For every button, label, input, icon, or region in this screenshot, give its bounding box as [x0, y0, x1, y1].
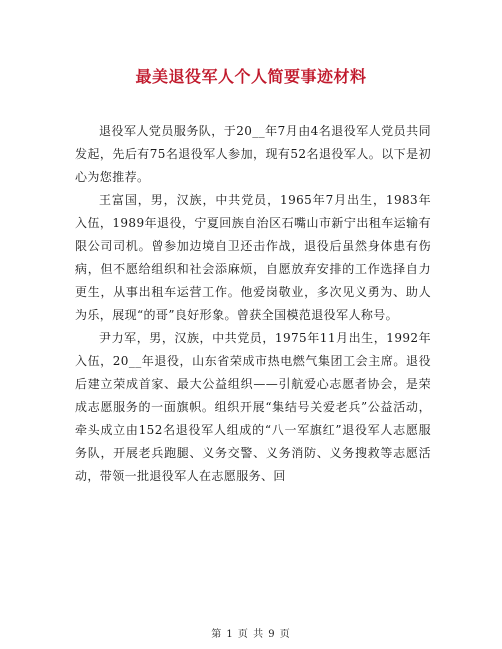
- document-body: [75, 120, 431, 488]
- paragraph-yin-lijun: 尹力军，男，汉族，中共党员，1975年11月出生，1992年入伍，20__年退役，山东省荣成市热电燃气集团工会主席。退役后建立荣成首家、最大公益组织——引航爱心志愿者协会，是荣成志愿服务的一面旗帜。组织开展“集结号关爱老兵”公益活动，牵头成立由152名退役军人组成的“八一军旗红”退役军人志愿服务队，开展老兵跑腿、义务交警、义务消防、义务搜救等志愿活动，带领一批退役军人在志愿服务、回: [75, 331, 431, 483]
- paragraph-intro: 退役军人党员服务队，于20__年7月由4名退役军人党员共同发起，先后有75名退役军人参加，现有52名退役军人。以下是初心为您推荐。: [75, 124, 431, 184]
- paragraph-wang-fuguo: 王富国，男，汉族，中共党员，1965年7月出生，1983年入伍，1989年退役，宁夏回族自治区石嘴山市新宁出租车运输有限公司司机。曾参加边境自卫还击作战，退役后虽然身体患有伤病，但不愿给组织和社会添麻烦，自愿放弃安排的工作选择自力更生，从事出租车运营工作。他爱岗敬业，多次见义勇为、助人为乐，展现“的哥”良好形象。曾获全国模范退役军人称号。: [75, 193, 431, 322]
- document-title: 最美退役军人个人简要事迹材料: [135, 67, 367, 86]
- page-footer: 第 1 页 共 9 页: [211, 629, 291, 640]
